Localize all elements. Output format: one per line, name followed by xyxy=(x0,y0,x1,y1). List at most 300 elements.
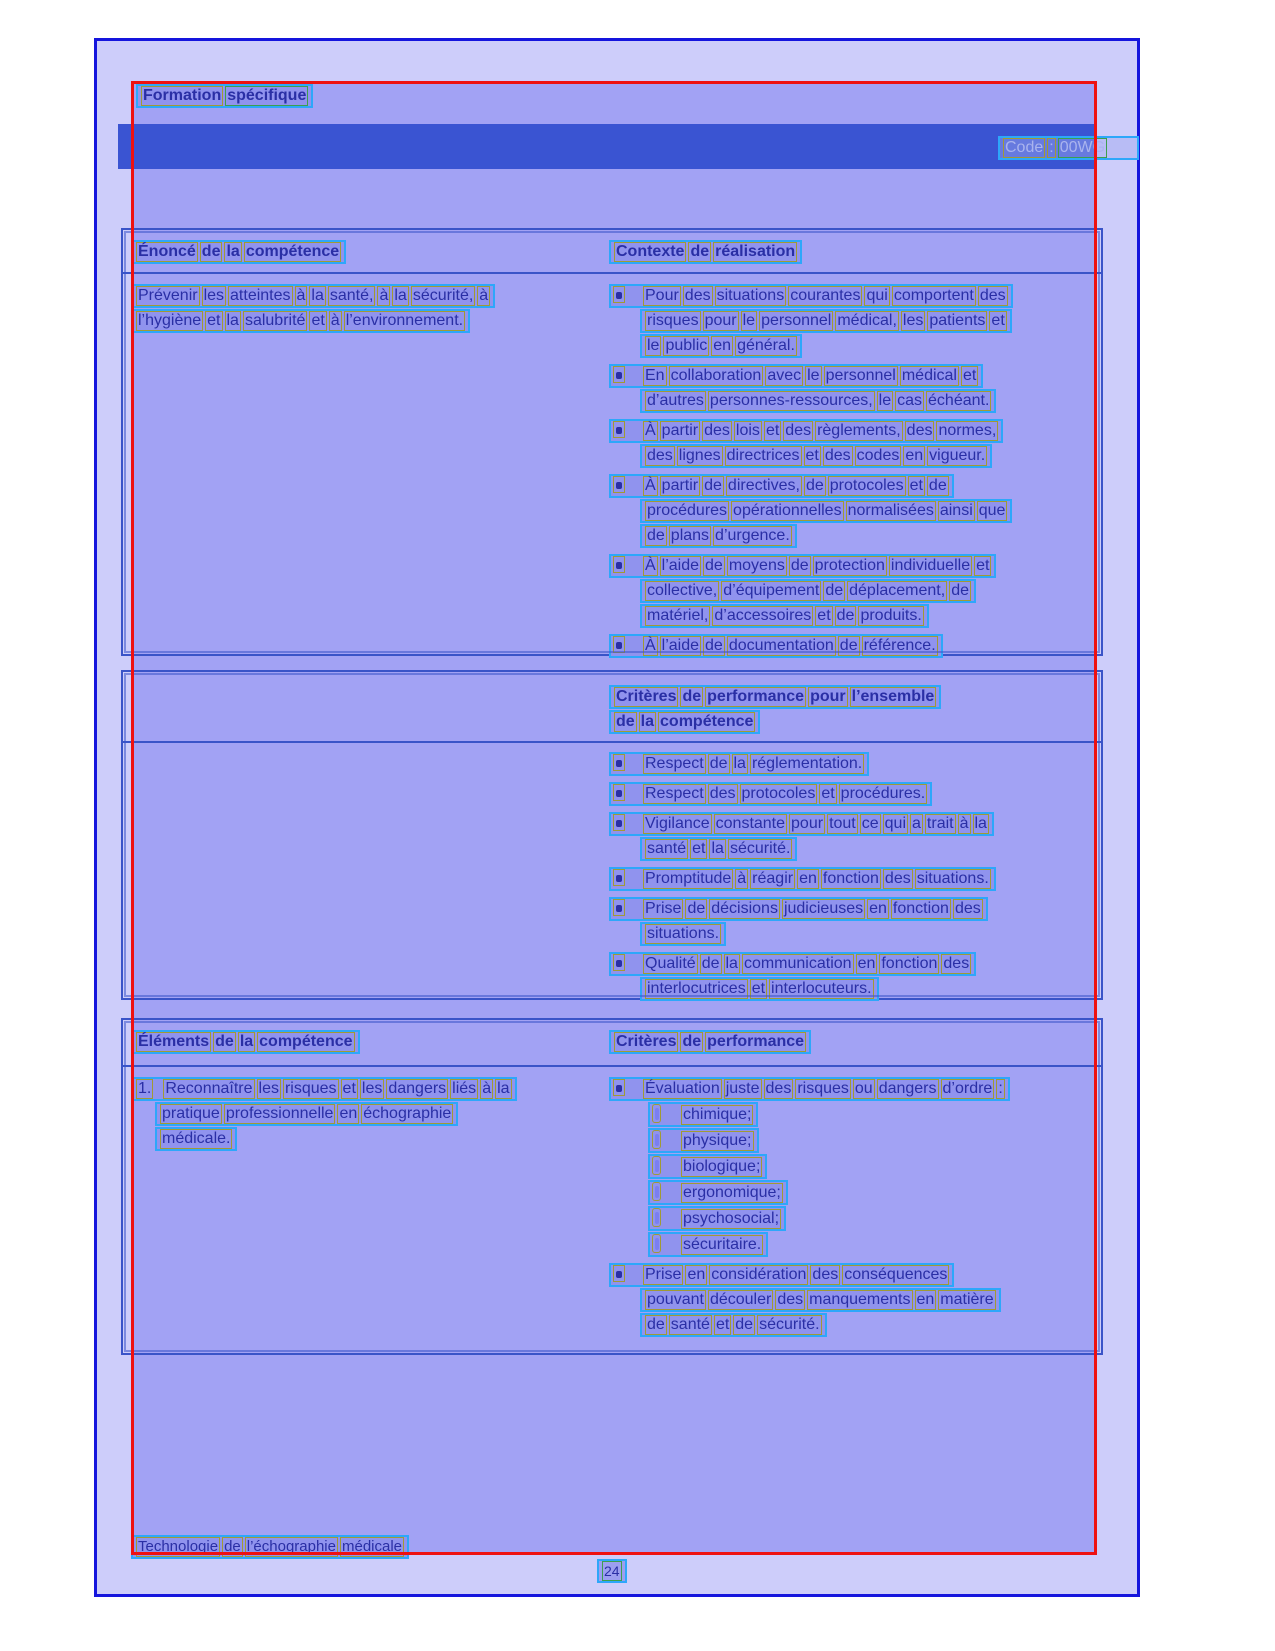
word-box: à xyxy=(482,1080,492,1097)
text-line-box xyxy=(609,364,983,388)
word-box: psychosocial; xyxy=(683,1210,780,1227)
bullet-icon xyxy=(613,366,625,383)
text-line-box xyxy=(609,867,996,891)
word-box: sécurité. xyxy=(729,840,791,857)
criteria-bullet-evaluation xyxy=(609,1077,1101,1101)
word-box: des xyxy=(824,447,851,464)
word-box: et xyxy=(991,312,1005,329)
word-box: la xyxy=(226,243,240,260)
bullet-item xyxy=(609,419,1101,468)
bullet-icon xyxy=(613,1079,625,1096)
text-line-box xyxy=(648,1128,759,1153)
bullet-icon xyxy=(613,784,625,801)
text-line-box xyxy=(648,1102,758,1127)
word-box: compétence xyxy=(245,243,340,260)
column-header-criteres-ensemble xyxy=(609,685,941,735)
table-enonce-contexte xyxy=(121,228,1103,656)
word-box: spécifique xyxy=(227,87,307,104)
word-box: Reconnaître xyxy=(165,1080,253,1097)
bullet-item xyxy=(609,867,1101,891)
word-box: codes xyxy=(856,447,900,464)
word-box: À xyxy=(645,557,656,574)
word-box: réagir xyxy=(752,870,794,887)
word-box: réalisation xyxy=(715,243,796,260)
text-line-box xyxy=(131,240,346,264)
word-box: à xyxy=(959,815,969,832)
word-box: les xyxy=(902,312,924,329)
word-box: de xyxy=(215,1033,234,1050)
word-box: considération xyxy=(711,1266,807,1283)
word-box: a xyxy=(912,815,921,832)
word-box: des xyxy=(812,1266,839,1283)
text-line-box xyxy=(609,634,943,658)
word-box: l’environnement. xyxy=(345,312,464,329)
word-box: en xyxy=(687,1266,706,1283)
word-box: sécurité, xyxy=(412,287,474,304)
word-box: à xyxy=(737,870,747,887)
word-box: et xyxy=(821,785,835,802)
bullet-item xyxy=(131,1077,605,1151)
word-box: protocoles xyxy=(741,785,816,802)
word-box: risques xyxy=(284,1080,337,1097)
word-box: des xyxy=(647,447,673,464)
dash-icon xyxy=(652,1234,661,1253)
text-line-box xyxy=(640,1313,827,1337)
footer-program-name xyxy=(131,1535,409,1560)
word-box: personnel xyxy=(825,367,896,384)
bullet-icon xyxy=(613,814,625,831)
word-box: l’aide xyxy=(661,557,700,574)
text-line-box xyxy=(609,554,996,578)
word-box: et xyxy=(909,477,923,494)
word-box: les xyxy=(361,1080,383,1097)
word-box: de xyxy=(682,688,702,705)
word-box: de xyxy=(690,243,710,260)
word-box: et xyxy=(765,422,780,439)
text-line-box xyxy=(609,419,1003,443)
word-box: des xyxy=(777,1291,804,1308)
word-box: de xyxy=(839,637,858,654)
word-box: interlocutrices xyxy=(647,980,746,997)
text-line-box xyxy=(640,837,797,861)
word-box: à xyxy=(296,287,306,304)
word-box: ce xyxy=(861,815,879,832)
word-box: En xyxy=(645,367,665,384)
word-box: en xyxy=(713,337,732,354)
word-box: de xyxy=(704,477,722,494)
text-line-box xyxy=(640,499,1012,523)
word-box: de xyxy=(790,557,809,574)
word-box: partir xyxy=(661,422,699,439)
word-box: ou xyxy=(854,1080,873,1097)
bullet-item xyxy=(609,1263,1101,1337)
column-header-criteres xyxy=(609,1030,811,1055)
text-line-box xyxy=(609,474,954,498)
word-box: situations. xyxy=(916,870,989,887)
word-box: Prise xyxy=(645,900,682,917)
word-box: Code xyxy=(1005,139,1044,156)
word-box: situations xyxy=(716,287,785,304)
word-box: individuelle xyxy=(890,557,971,574)
word-box: lignes xyxy=(678,447,721,464)
word-box: Pour xyxy=(645,287,679,304)
word-box: décisions xyxy=(711,900,778,917)
word-box: conséquences xyxy=(844,1266,948,1283)
word-box: judicieuses xyxy=(783,900,864,917)
word-box: liés xyxy=(452,1080,477,1097)
word-box: physique; xyxy=(683,1132,752,1149)
page-number xyxy=(597,1559,627,1584)
word-box: la xyxy=(311,287,324,304)
word-box: directives, xyxy=(727,477,800,494)
text-line-box xyxy=(609,752,869,776)
text-line-box xyxy=(609,952,976,976)
word-box: compétence xyxy=(259,1033,353,1050)
text-line-box xyxy=(640,922,726,946)
word-box: et xyxy=(342,1080,356,1097)
text-line-box xyxy=(640,579,976,603)
word-box: Promptitude xyxy=(645,870,732,887)
word-box: de xyxy=(805,477,824,494)
text-line-box xyxy=(131,1535,409,1559)
word-box: matériel, xyxy=(647,607,709,624)
bullet-icon xyxy=(613,899,625,916)
word-box: biologique; xyxy=(683,1158,761,1175)
word-box: comportent xyxy=(893,287,974,304)
text-line-box xyxy=(640,1288,1001,1312)
criteria-column xyxy=(609,1077,1101,1343)
word-box: pouvant xyxy=(647,1291,704,1308)
word-box: situations. xyxy=(647,925,720,942)
word-box: À xyxy=(645,422,656,439)
word-box: pour xyxy=(791,815,824,832)
word-box: manquements xyxy=(809,1291,911,1308)
word-box: de xyxy=(709,755,728,772)
column-header-elements xyxy=(131,1030,360,1055)
word-box: des xyxy=(906,422,933,439)
word-box: procédures xyxy=(647,502,728,519)
bullet-item xyxy=(609,752,1101,776)
bullet-icon xyxy=(613,636,625,653)
word-box: en xyxy=(869,900,887,917)
word-box: des xyxy=(954,900,981,917)
word-box: salubrité xyxy=(244,312,306,329)
word-box: performance xyxy=(707,688,805,705)
text-line-box xyxy=(155,1127,237,1151)
word-box: la xyxy=(394,287,407,304)
criteria-bullet-list xyxy=(609,752,1101,1007)
text-line-box xyxy=(648,1232,768,1257)
word-box: Critères xyxy=(616,1033,677,1050)
word-box: Éléments xyxy=(138,1033,210,1050)
bullet-icon xyxy=(613,286,625,303)
word-box: la xyxy=(733,755,746,772)
text-line-box xyxy=(131,284,495,308)
word-box: les xyxy=(203,287,225,304)
text-line-box xyxy=(648,1180,788,1205)
word-box: la xyxy=(239,1033,254,1050)
word-box: la xyxy=(974,815,987,832)
word-box: de xyxy=(705,557,723,574)
word-box: : xyxy=(1049,139,1054,156)
word-box: de xyxy=(928,477,947,494)
dash-icon xyxy=(652,1130,661,1149)
bullet-item xyxy=(609,474,1101,548)
word-box: l’ensemble xyxy=(851,688,935,705)
word-box: avec xyxy=(767,367,802,384)
text-line-box xyxy=(609,782,932,806)
word-box: normalisées xyxy=(847,502,934,519)
word-box: des xyxy=(979,287,1006,304)
item-number: 1. xyxy=(138,1080,152,1097)
text-line-box xyxy=(998,136,1139,160)
text-line-box xyxy=(131,1077,517,1101)
word-box: l’aide xyxy=(661,637,700,654)
word-box: et xyxy=(976,557,990,574)
text-line-box xyxy=(640,444,992,468)
word-box: le xyxy=(878,392,892,409)
word-box: Respect xyxy=(645,785,704,802)
bullet-icon xyxy=(613,421,625,438)
word-box: Critères xyxy=(616,688,677,705)
word-box: et xyxy=(692,840,706,857)
word-box: chimique; xyxy=(683,1106,752,1123)
bullet-item xyxy=(609,634,1101,658)
word-box: des xyxy=(765,1080,792,1097)
word-box: trait xyxy=(926,815,954,832)
word-box: échographie xyxy=(363,1105,452,1122)
dash-icon xyxy=(652,1208,661,1227)
section-title xyxy=(136,84,313,109)
text-line-box xyxy=(648,1206,786,1231)
word-box: le xyxy=(742,312,756,329)
word-box: professionnelle xyxy=(225,1105,334,1122)
bullet-icon xyxy=(613,954,625,971)
word-box: normes, xyxy=(938,422,997,439)
word-box: partir xyxy=(661,477,699,494)
word-box: médical, xyxy=(837,312,897,329)
word-box: Évaluation xyxy=(645,1080,720,1097)
word-box: Vigilance xyxy=(645,815,710,832)
text-line-box xyxy=(640,389,996,413)
word-box: des xyxy=(709,785,736,802)
word-box: en xyxy=(905,447,924,464)
word-box: de xyxy=(825,582,844,599)
word-box: l’échographie xyxy=(246,1538,336,1555)
word-box: À xyxy=(645,477,656,494)
word-box: général. xyxy=(737,337,795,354)
text-line-box xyxy=(609,710,760,734)
word-box: moyens xyxy=(728,557,785,574)
text-line-box xyxy=(609,1263,954,1287)
word-box: fonction xyxy=(822,870,879,887)
dash-icon xyxy=(652,1182,661,1201)
word-box: règlements, xyxy=(817,422,901,439)
word-box: courantes xyxy=(790,287,861,304)
document-page xyxy=(94,38,1140,1597)
word-box: de xyxy=(647,527,665,544)
word-box: de xyxy=(687,900,706,917)
word-box: collaboration xyxy=(670,367,762,384)
word-box: en xyxy=(799,870,817,887)
text-line-box xyxy=(609,812,994,836)
text-line-box xyxy=(609,284,1013,308)
text-line-box xyxy=(131,309,470,333)
word-box: atteintes xyxy=(230,287,291,304)
word-box: Respect xyxy=(645,755,704,772)
word-box: médicale. xyxy=(162,1130,231,1147)
word-box: tout xyxy=(829,815,856,832)
word-box: de xyxy=(682,1033,702,1050)
criteria-sub-list xyxy=(609,1102,1101,1257)
word-box: déplacement, xyxy=(849,582,946,599)
word-box: de xyxy=(735,1316,754,1333)
word-box: constante xyxy=(715,815,786,832)
word-box: 00WG xyxy=(1059,139,1106,156)
word-box: de xyxy=(647,1316,665,1333)
word-box: pratique xyxy=(162,1105,220,1122)
word-box: directrices xyxy=(726,447,800,464)
text-line-box xyxy=(640,334,802,358)
text-line-box xyxy=(609,240,802,264)
word-box: le xyxy=(647,337,660,354)
word-box: performance xyxy=(707,1033,805,1050)
text-line-box xyxy=(609,1077,1010,1101)
word-box: la xyxy=(640,713,655,730)
table-criteres-ensemble xyxy=(121,670,1103,1000)
word-box: personnes-ressources, xyxy=(709,392,873,409)
word-box: Formation xyxy=(143,87,222,104)
word-box: risques xyxy=(797,1080,849,1097)
word-box: de xyxy=(836,607,855,624)
word-box: la xyxy=(711,840,724,857)
word-box: pour xyxy=(704,312,737,329)
word-box: santé xyxy=(647,840,687,857)
bullet-item xyxy=(609,1077,1101,1101)
word-box: interlocuteurs. xyxy=(771,980,872,997)
word-box: à xyxy=(330,312,340,329)
code-header-bar xyxy=(118,124,1097,169)
bullet-item xyxy=(609,812,1101,861)
course-code xyxy=(998,136,1139,161)
word-box: et xyxy=(715,1316,730,1333)
word-box: l’hygiène xyxy=(138,312,202,329)
word-box: À xyxy=(645,637,656,654)
word-box: produits. xyxy=(860,607,922,624)
word-box: de xyxy=(705,637,723,654)
word-box: : xyxy=(998,1080,1003,1097)
word-box: protocoles xyxy=(829,477,904,494)
table-header-divider xyxy=(123,1065,1101,1067)
word-box: public xyxy=(665,337,708,354)
bullet-icon xyxy=(613,556,625,573)
word-box: cas xyxy=(897,392,923,409)
word-box: d’urgence. xyxy=(715,527,790,544)
text-line-box xyxy=(648,1154,767,1179)
bullet-item xyxy=(609,897,1101,946)
bullet-item xyxy=(609,782,1101,806)
text-line-box xyxy=(640,524,797,548)
bullet-item xyxy=(609,554,1101,628)
word-box: Prise xyxy=(645,1266,682,1283)
word-box: dangers xyxy=(878,1080,937,1097)
word-box: en xyxy=(339,1105,358,1122)
word-box: Technologie xyxy=(138,1538,219,1555)
text-line-box xyxy=(597,1559,627,1583)
word-box: à xyxy=(379,287,389,304)
text-line-box xyxy=(609,897,988,921)
word-box: des xyxy=(943,955,970,972)
word-box: d’autres xyxy=(647,392,704,409)
word-box: dangers xyxy=(388,1080,447,1097)
word-box: de xyxy=(224,1538,241,1555)
bullet-icon xyxy=(613,1265,625,1282)
text-line-box xyxy=(155,1102,458,1126)
word-box: sécurité. xyxy=(759,1316,820,1333)
word-box: d’accessoires xyxy=(714,607,812,624)
word-box: collective, xyxy=(647,582,718,599)
context-bullet-list xyxy=(609,284,1101,664)
criteria-bullet-consequences xyxy=(609,1263,1101,1337)
word-box: protection xyxy=(814,557,885,574)
word-box: Énoncé xyxy=(138,243,196,260)
element-numbered-item xyxy=(131,1077,605,1157)
word-box: juste xyxy=(725,1080,760,1097)
word-box: et xyxy=(207,312,221,329)
word-box: de xyxy=(701,955,720,972)
text-line-box xyxy=(640,977,879,1001)
word-box: le xyxy=(807,367,820,384)
column-header-contexte xyxy=(609,240,802,265)
word-box: des xyxy=(884,870,911,887)
word-box: des xyxy=(684,287,711,304)
word-box: risques xyxy=(647,312,699,329)
word-box: santé xyxy=(670,1316,710,1333)
text-line-box xyxy=(609,1030,811,1054)
competency-statement xyxy=(131,284,605,334)
word-box: médicale xyxy=(341,1538,403,1555)
word-box: opérationnelles xyxy=(733,502,842,519)
word-box: fonction xyxy=(892,900,949,917)
bullet-item xyxy=(609,952,1101,1001)
word-box: et xyxy=(817,607,831,624)
dash-icon xyxy=(652,1156,661,1175)
word-box: réglementation. xyxy=(751,755,863,772)
text-line-box xyxy=(136,84,313,108)
word-box: des xyxy=(704,422,730,439)
word-box: santé, xyxy=(329,287,374,304)
word-box: et xyxy=(962,367,977,384)
word-box: documentation xyxy=(728,637,834,654)
word-box: matière xyxy=(940,1291,994,1308)
word-box: à xyxy=(479,287,489,304)
bullet-item xyxy=(609,364,1101,413)
text-line-box xyxy=(609,685,941,709)
word-box: pour xyxy=(810,688,846,705)
word-box: vigueur. xyxy=(929,447,986,464)
word-box: de xyxy=(951,582,969,599)
word-box: sécuritaire. xyxy=(683,1236,762,1253)
word-box: procédures. xyxy=(840,785,926,802)
table-header-divider xyxy=(123,741,1101,743)
word-box: la xyxy=(226,312,239,329)
word-box: qui xyxy=(884,815,907,832)
word-box: d’ordre xyxy=(942,1080,993,1097)
bullet-item xyxy=(609,284,1101,358)
bullet-icon xyxy=(613,754,625,771)
word-box: les xyxy=(258,1080,279,1097)
text-line-box xyxy=(131,1030,360,1054)
